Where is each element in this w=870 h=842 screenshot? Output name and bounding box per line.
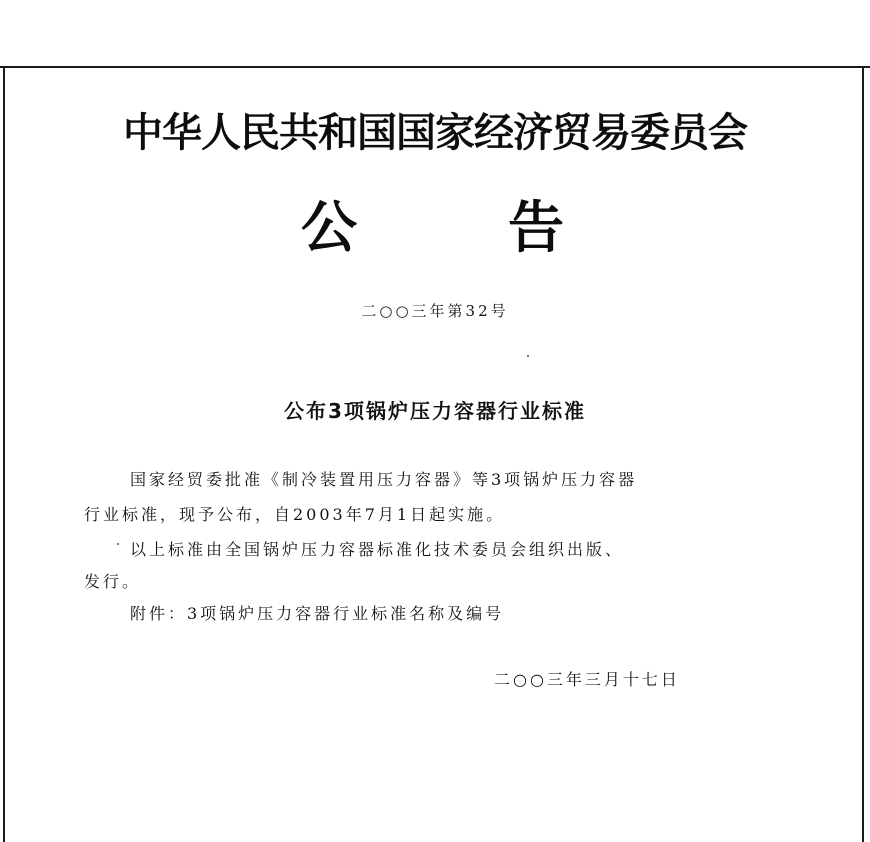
scan-frame-right <box>862 66 864 842</box>
scan-frame-left <box>3 66 5 842</box>
scan-speck <box>527 355 529 357</box>
body-paragraph-1-line-1: 国家经贸委批准《制冷装置用压力容器》等3项锅炉压力容器 <box>130 470 638 489</box>
scan-speck <box>117 543 119 545</box>
doc-type-char-1: 公 <box>301 196 357 261</box>
scan-frame-top <box>0 66 870 68</box>
body-paragraph-2-line-1: 以上标准由全国锅炉压力容器标准化技术委员会组织出版、 <box>130 540 625 559</box>
body-paragraph-2-line-2: 发行。 <box>84 572 142 591</box>
body-paragraph-1-line-2: 行业标准，现予公布，自2003年7月1日起实施。 <box>84 505 506 524</box>
issue-date: 二○○三年三月十七日 <box>494 670 680 689</box>
announcement-headline: 公布3项锅炉压力容器行业标准 <box>284 399 586 423</box>
doc-type-char-2: 告 <box>508 196 564 261</box>
document-number: 二○○三年第32号 <box>361 302 509 320</box>
attachment-note: 附件：3项锅炉压力容器行业标准名称及编号 <box>130 604 505 623</box>
issuer-title: 中华人民共和国国家经济贸易委员会 <box>123 110 747 156</box>
